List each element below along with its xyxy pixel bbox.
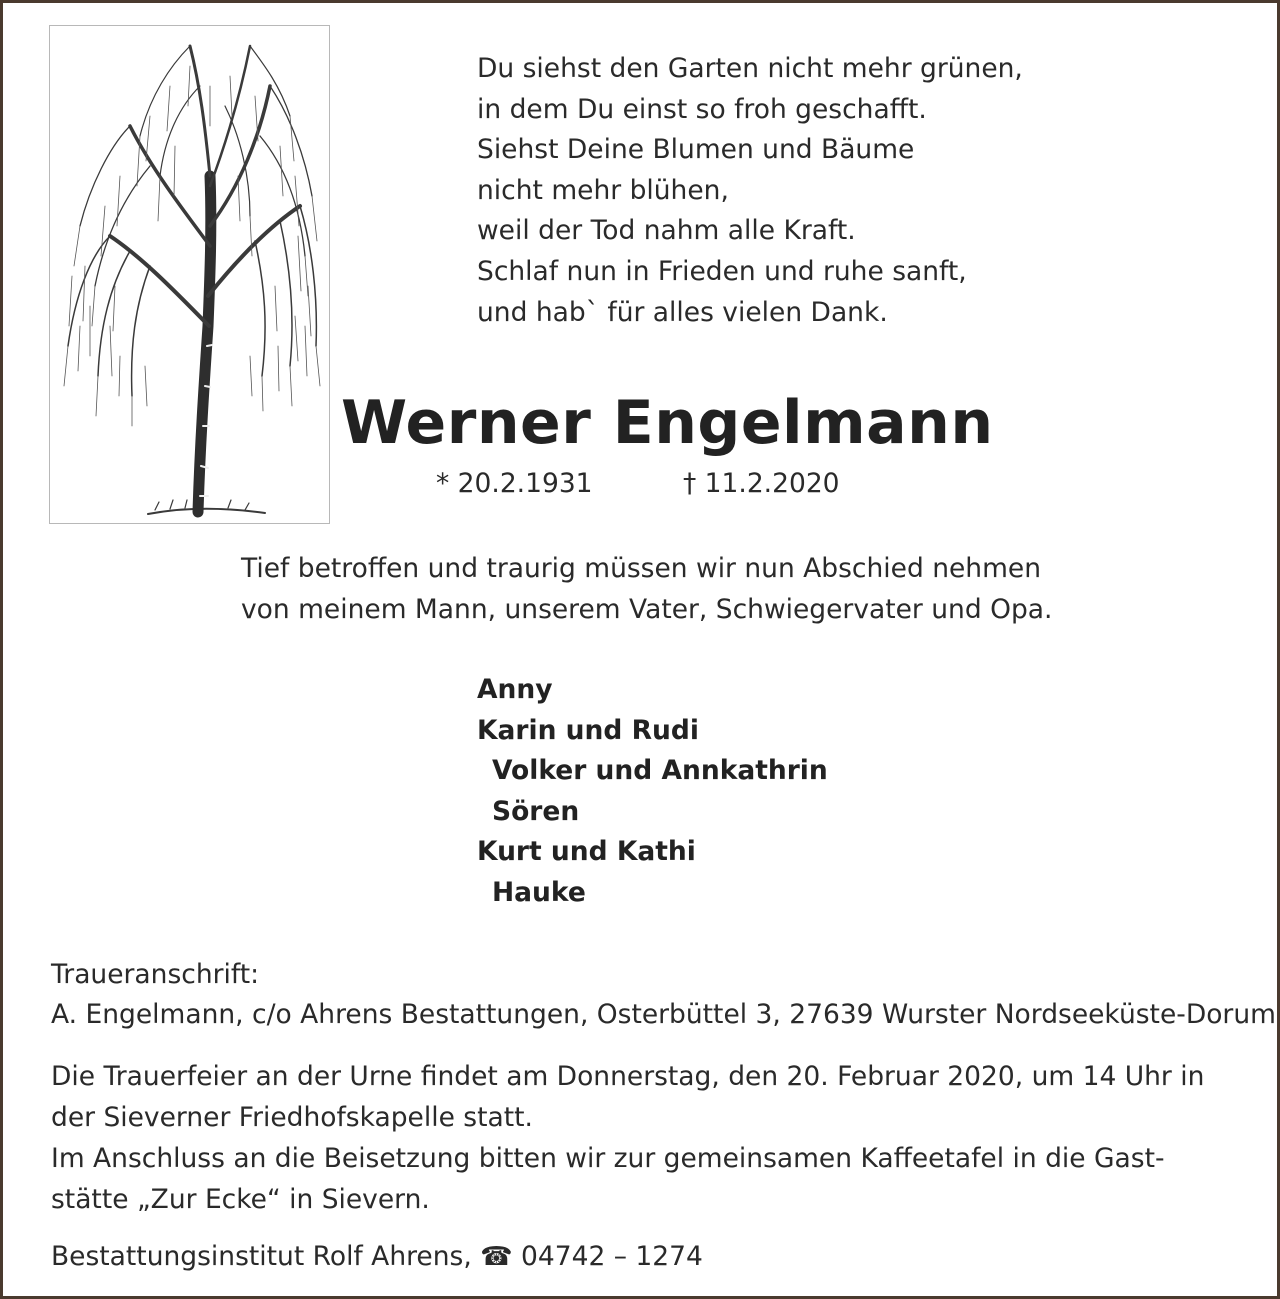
- poem-line: Du siehst den Garten nicht mehr grünen,: [477, 53, 1023, 84]
- poem-line: in dem Du einst so froh geschafft.: [477, 93, 927, 125]
- family-member: Volker und Annkathrin: [492, 755, 828, 787]
- family-member: Hauke: [492, 876, 586, 908]
- birch-tree-icon: [50, 26, 329, 523]
- funeral-home-footer: [51, 1237, 703, 1277]
- address-text: A. Engelmann, c/o Ahrens Bestattungen, Osterbüttel 3, 27639 Wurster Nordseeküste-Dorum: [51, 999, 1276, 1030]
- address-label: Traueranschrift:: [51, 959, 260, 990]
- family-member: Sören: [492, 795, 580, 827]
- family-member: Anny: [477, 674, 553, 705]
- deceased-name: Werner Engelmann: [341, 388, 994, 458]
- birth-date: * 20.2.1931: [436, 468, 593, 499]
- poem-line: weil der Tod nahm alle Kraft.: [477, 215, 856, 247]
- ceremony-line: Die Trauerfeier an der Urne findet am Donnerstag, den 20. Februar 2020, um 14 Uhr in: [51, 1061, 1205, 1092]
- poem-line: nicht mehr blühen,: [477, 174, 729, 206]
- intro-line: von meinem Mann, unserem Vater, Schwiegervater und Opa.: [241, 594, 1053, 625]
- ceremony-line: stätte „Zur Ecke“ in Sievern.: [51, 1184, 430, 1215]
- intro-line: Tief betroffen und traurig müssen wir nun Abschied nehmen: [241, 553, 1042, 584]
- tree-illustration: [49, 25, 330, 524]
- poem-line: Siehst Deine Blumen und Bäume: [477, 134, 915, 166]
- family-member: Karin und Rudi: [477, 714, 699, 746]
- ceremony-line: der Sieverner Friedhofskapelle statt.: [51, 1102, 533, 1133]
- mourning-address: [51, 955, 1276, 1035]
- funeral-home-name: Bestattungsinstitut Rolf Ahrens,: [51, 1241, 472, 1272]
- poem-line: und hab` für alles vielen Dank.: [477, 296, 888, 328]
- poem: [477, 49, 1023, 333]
- phone-number: 04742 – 1274: [521, 1241, 703, 1272]
- telephone-icon: ☎: [480, 1242, 513, 1272]
- death-date: † 11.2.2020: [683, 468, 840, 499]
- intro-text: [241, 548, 1052, 630]
- ceremony-line: Im Anschluss an die Beisetzung bitten wir zur gemeinsamen Kaffeetafel in die Gast-: [51, 1143, 1165, 1174]
- poem-line: Schlaf nun in Frieden und ruhe sanft,: [477, 255, 967, 287]
- ceremony-text: [51, 1056, 1204, 1220]
- family-member: Kurt und Kathi: [477, 836, 696, 868]
- family-list: [477, 670, 828, 914]
